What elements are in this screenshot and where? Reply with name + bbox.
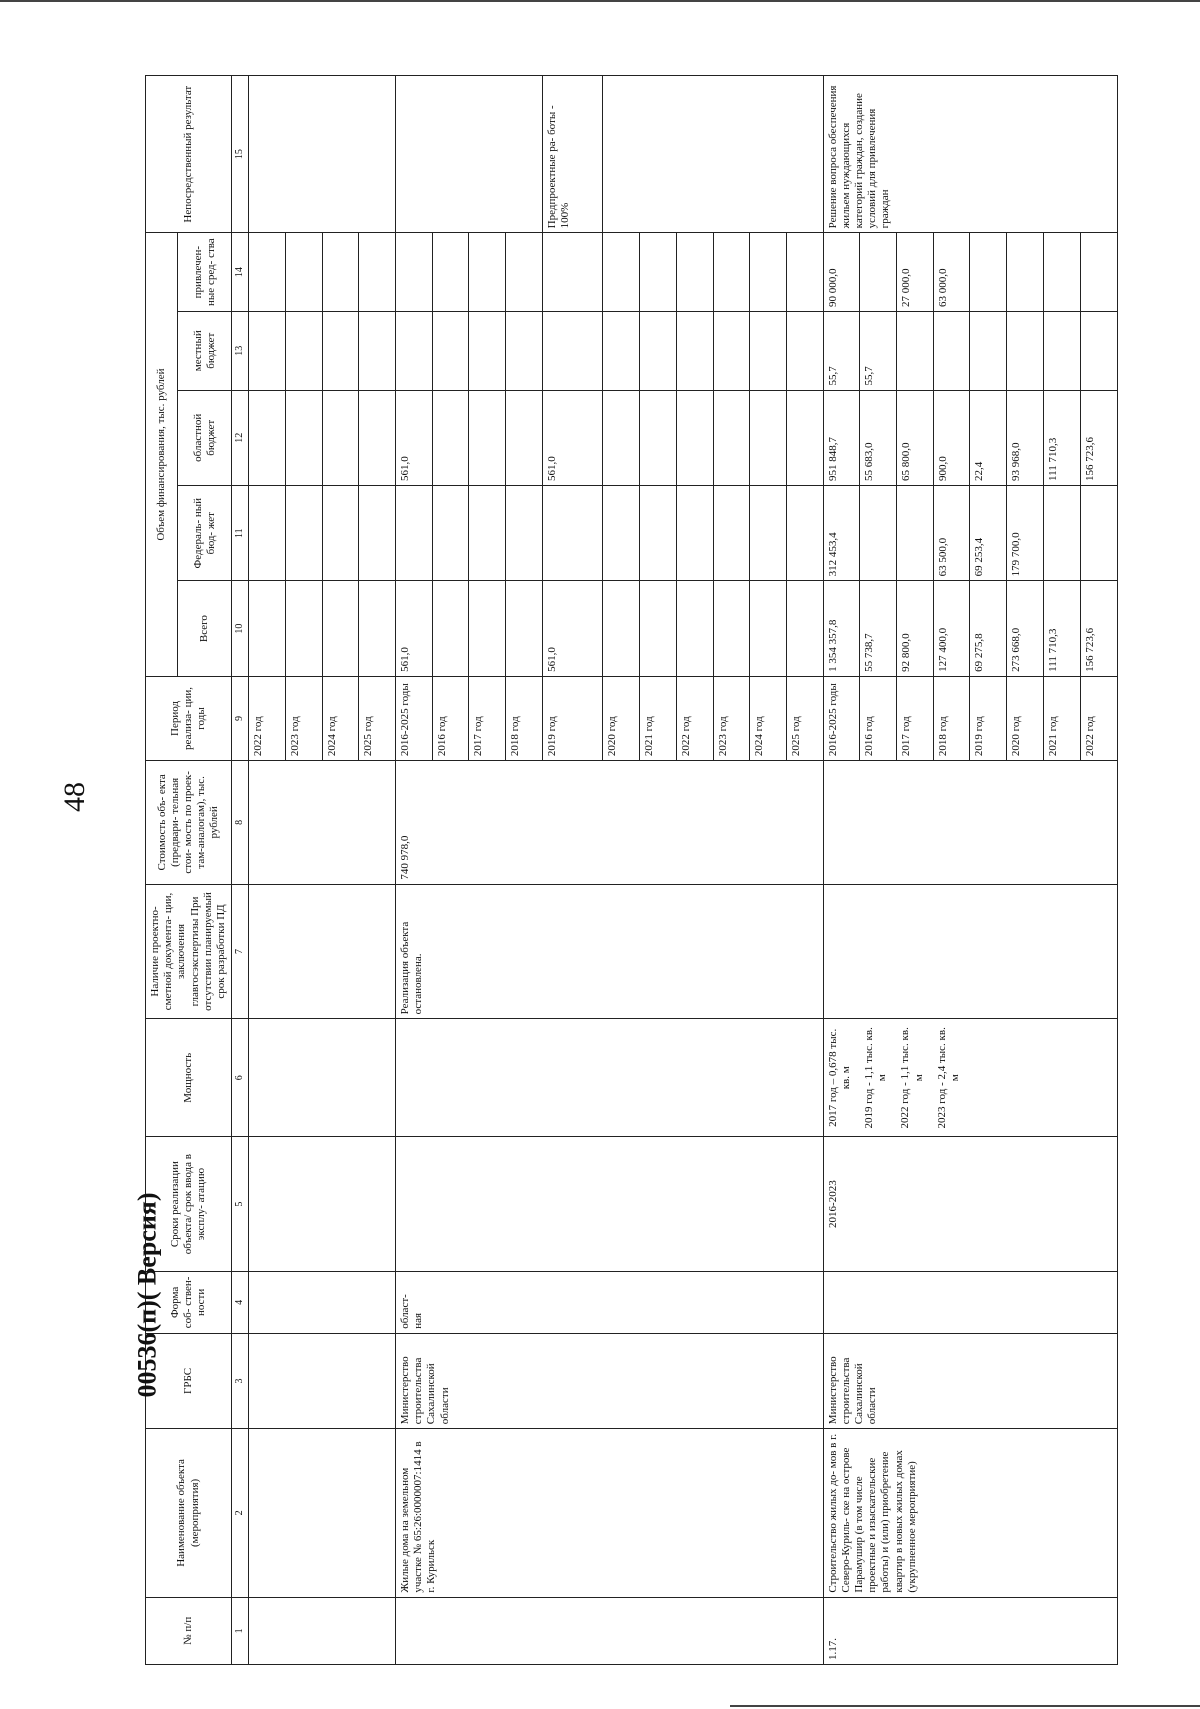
header-attracted: привлечен- ные сред- ства [178,233,232,312]
federal-cell [542,485,603,580]
regional-cell: 156 723,6 [1080,390,1117,485]
regional-cell: 561,0 [542,390,603,485]
col-number: 7 [232,884,249,1019]
local-cell: 55,7 [823,311,860,390]
cont-cell [249,1597,396,1664]
local-cell [1080,311,1117,390]
header-capacity: Мощность [146,1019,232,1137]
col-number: 3 [232,1333,249,1428]
total-cell: 92 800,0 [897,581,934,676]
col-number: 1 [232,1597,249,1664]
total-cell: 1 354 357,8 [823,581,860,676]
total-cell: 273 668,0 [1007,581,1044,676]
header-federal: Федераль- ный бюд- жет [178,485,232,580]
local-cell [897,311,934,390]
attracted-cell: 90 000,0 [823,233,860,312]
col-number: 12 [232,390,249,485]
local-cell [542,311,603,390]
col-number: 9 [232,676,249,760]
header-result: Непосредственный результат [146,76,232,233]
year-cell: 2016 год [432,676,469,760]
table-row [249,76,286,1665]
obj2-grbs: Министерство строительства Сахалинской области [823,1333,1117,1428]
year-cell: 2017 год [469,676,506,760]
obj1-psd: Реализация объекта остановлена. [395,884,823,1019]
capacity-line: 2017 год – 0,678 тыс. кв. м [826,1028,852,1127]
table-row [395,76,432,1665]
capacity-line: 2019 год - 1,1 тыс. кв. м [863,1027,889,1129]
cont-cell [249,1429,396,1597]
attracted-cell [542,233,603,312]
header-grbs: ГРБС [146,1333,232,1428]
attracted-cell: 63 000,0 [933,233,970,312]
col-number: 11 [232,485,249,580]
year-cell: 2025 год [786,676,823,760]
obj1-terms [395,1137,823,1272]
col-number: 6 [232,1019,249,1137]
local-cell [933,311,970,390]
header-psd: Наличие проектно- сметной документа- ции, заключения главгосэкспертизы При отсутствии планируемый срок разработки ПД [146,884,232,1019]
regional-cell: 65 800,0 [897,390,934,485]
federal-cell [897,485,934,580]
header-terms: Сроки реализации объекта/ срок ввода в эксплу- атацию [146,1137,232,1272]
page-number: 48 [58,782,91,812]
federal-cell [395,485,432,580]
col-number: 8 [232,761,249,885]
federal-cell: 63 500,0 [933,485,970,580]
cont-cell [249,1272,396,1334]
attracted-cell: 27 000,0 [897,233,934,312]
local-cell: 55,7 [860,311,897,390]
regional-cell: 561,0 [395,390,432,485]
funding-table [145,75,1118,1665]
obj1-name: Жилые дома на земельном участке № 65:26:0000007:1414 в г. Курильск [395,1429,823,1597]
year-cell: 2023 год [285,676,322,760]
obj1-capacity [395,1019,823,1137]
attracted-cell [970,233,1007,312]
local-cell [395,311,432,390]
obj1-result: Предпроектные ра- боты - 100% [542,76,603,233]
regional-cell: 900,0 [933,390,970,485]
header-period: Период реализа- ции, годы [146,676,232,760]
year-cell: 2022 год [249,676,286,760]
regional-cell: 93 968,0 [1007,390,1044,485]
regional-cell: 22,4 [970,390,1007,485]
year-cell: 2025 год [359,676,396,760]
federal-cell: 179 700,0 [1007,485,1044,580]
cont-cell [249,1333,396,1428]
federal-cell [1080,485,1117,580]
capacity-line: 2023 год - 2,4 тыс. кв. м [935,1027,961,1129]
capacity-line: 2022 год - 1,1 тыс. кв. м [899,1027,925,1129]
federal-cell: 69 253,4 [970,485,1007,580]
year-cell: 2019 год [542,676,603,760]
year-cell: 2021 год [640,676,677,760]
federal-cell [1043,485,1080,580]
obj1-cost: 740 978,0 [395,761,823,885]
attracted-cell [1043,233,1080,312]
obj2-psd [823,884,1117,1019]
obj1-ownership: област- ная [395,1272,823,1334]
attracted-cell [1007,233,1044,312]
document-version-label: 00536(п)( Версия) [132,1192,162,1398]
bottom-scan-rule [730,1705,1200,1707]
attracted-cell [395,233,432,312]
header-num: № п/п [146,1597,232,1664]
federal-cell: 312 453,4 [823,485,860,580]
obj2-result: Решение вопроса обеспечения жильем нуждающихся категорий граждан, создание условий для привлечения граждан [823,76,1117,233]
total-cell: 127 400,0 [933,581,970,676]
header-name: Наименование объекта (мероприятия) [146,1429,232,1597]
col-number: 10 [232,581,249,676]
obj1-result-top [395,76,542,233]
top-scan-rule [0,0,1200,8]
col-number: 2 [232,1429,249,1597]
table-row [823,76,860,1665]
header-local: местный бюджет [178,311,232,390]
year-cell: 2022 год [676,676,713,760]
year-cell: 2021 год [1043,676,1080,760]
regional-cell: 55 683,0 [860,390,897,485]
regional-cell: 951 848,7 [823,390,860,485]
col-number: 14 [232,233,249,312]
header-cost: Стоимость объ- екта (предвари- тельная стои- мость по проек- там-аналогам), тыс. рублей [146,761,232,885]
col-number: 5 [232,1137,249,1272]
col-number: 4 [232,1272,249,1334]
year-cell: 2016-2025 годы [395,676,432,760]
obj2-name: Строительство жилых до- мов в г. Северо-Куриль- ске на острове Парамушир (в том числе проектные и изыскательские работы) и (или) приобретение квартир в новых жилых домах (укрупненное мероприятие) [823,1429,1117,1597]
year-cell: 2018 год [506,676,543,760]
regional-cell: 111 710,3 [1043,390,1080,485]
cont-cell [249,884,396,1019]
local-cell [1007,311,1044,390]
federal-cell [860,485,897,580]
total-cell: 561,0 [542,581,603,676]
year-cell: 2018 год [933,676,970,760]
header-total: Всего [178,581,232,676]
obj1-grbs: Министерство строительства Сахалинской области [395,1333,823,1428]
year-cell: 2017 год [897,676,934,760]
total-cell: 111 710,3 [1043,581,1080,676]
local-cell [970,311,1007,390]
attracted-cell [860,233,897,312]
year-cell: 2023 год [713,676,750,760]
obj2-num: 1.17. [823,1597,1117,1664]
obj1-num [395,1597,823,1664]
header-regional: областной бюджет [178,390,232,485]
obj2-terms: 2016-2023 [823,1137,1117,1272]
attracted-cell [1080,233,1117,312]
year-cell: 2016 год [860,676,897,760]
header-ownership: Форма соб- ствен- ности [146,1272,232,1334]
year-cell: 2016-2025 годы [823,676,860,760]
cont-cell [249,761,396,885]
year-cell: 2019 год [970,676,1007,760]
cont-cell [249,1019,396,1137]
total-cell: 561,0 [395,581,432,676]
obj2-ownership [823,1272,1117,1334]
total-cell: 69 275,8 [970,581,1007,676]
header-funding: Объем финансирования, тыс. рублей [146,233,178,677]
obj2-capacity [823,1019,1117,1137]
year-cell: 2024 год [750,676,787,760]
cont-cell [249,1137,396,1272]
total-cell: 156 723,6 [1080,581,1117,676]
year-cell: 2022 год [1080,676,1117,760]
col-number: 13 [232,311,249,390]
year-cell: 2020 год [1007,676,1044,760]
local-cell [1043,311,1080,390]
cont-cell [249,76,396,233]
total-cell: 55 738,7 [860,581,897,676]
col-number: 15 [232,76,249,233]
year-cell: 2024 год [322,676,359,760]
obj2-cost [823,761,1117,885]
funding-table-wrapper [145,75,1096,1665]
year-cell: 2020 год [603,676,640,760]
